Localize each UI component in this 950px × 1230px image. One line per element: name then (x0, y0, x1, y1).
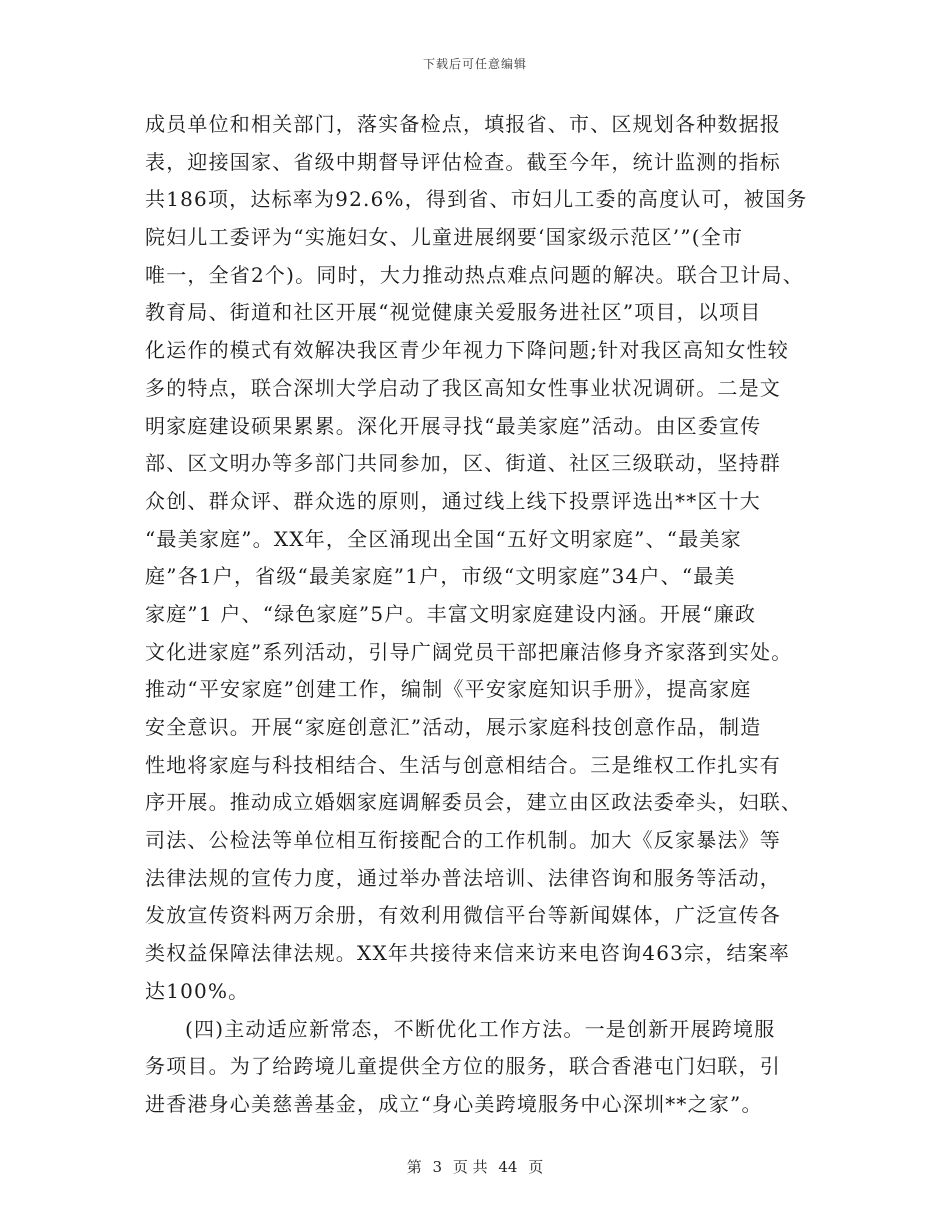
text-line: 院妇儿工委评为“实施妇女、儿童进展纲要‘国家级示范区’”(全市 (145, 225, 744, 250)
text-line: 明家庭建设硕果累累。深化开展寻找“最美家庭”活动。由区委宣传 (145, 413, 762, 438)
text-line: 化运作的模式有效解决我区青少年视力下降问题;针对我区高知女性较 (145, 338, 789, 363)
text-line: 安全意识。开展“家庭创意汇”活动，展示家庭科技创意作品，制造 (145, 715, 762, 739)
text-line: 性地将家庭与科技相结合、生活与创意相结合。三是维权工作扎实有 (145, 752, 781, 777)
text-line: 发放宣传资料两万余册，有效利用微信平台等新闻媒体，广泛宣传各 (145, 903, 781, 928)
paragraph-start-line: (四)主动适应新常态，不断优化工作方法。一是创新开展跨境服 (185, 1016, 776, 1041)
text-line: 部、区文明办等多部门共同参加，区、街道、社区三级联动，坚持群 (145, 451, 781, 476)
text-line: 类权益保障法律法规。XX年共接待来信来访来电咨询463宗，结案率 (145, 941, 791, 966)
text-line: 司法、公检法等单位相互衔接配合的工作机制。加大《反家暴法》等 (145, 828, 781, 853)
text-line: 法律法规的宣传力度，通过举办普法培训、法律咨询和服务等活动， (145, 865, 781, 890)
text-line: 教育局、街道和社区开展“视觉健康关爱服务进社区”项目，以项目 (145, 300, 762, 325)
text-line: 唯一，全省2个)。同时，大力推动热点难点问题的解决。联合卫计局、 (145, 262, 804, 287)
text-line: 文化进家庭”系列活动，引导广阔党员干部把廉洁修身齐家落到实处。 (145, 639, 793, 664)
current-page-number: 3 (432, 1158, 443, 1176)
text-line: 庭”各1户，省级“最美家庭”1户，市级“文明家庭”34户、“最美 (145, 564, 736, 589)
text-line: 进香港身心美慈善基金，成立“身心美跨境服务中心深圳**之家”。 (145, 1091, 763, 1116)
footer-prefix: 第 (406, 1158, 422, 1176)
footer-suffix: 页 (528, 1158, 544, 1176)
text-line: 成员单位和相关部门，落实备检点，填报省、市、区规划各种数据报 (145, 112, 781, 136)
text-line: 达100%。 (145, 978, 250, 1003)
total-page-count: 44 (498, 1158, 518, 1176)
text-line: “最美家庭”。XX年，全区涌现出全国“五好文明家庭”、“最美家 (145, 526, 742, 551)
page-number-footer (0, 1156, 950, 1177)
text-line: 表，迎接国家、省级中期督导评估检查。截至今年，统计监测的指标 (145, 149, 781, 174)
text-line: 家庭”1 户、“绿色家庭”5户。丰富文明家庭建设内涵。开展“廉政 (145, 601, 757, 626)
footer-middle: 页 共 (452, 1158, 488, 1176)
text-line: 序开展。推动成立婚姻家庭调解委员会，建立由区政法委牵头，妇联、 (145, 790, 803, 815)
text-line: 共186项，达标率为92.6%，得到省、市妇儿工委的高度认可，被国务 (145, 187, 808, 212)
page-header: 下载后可任意编辑 (422, 57, 527, 71)
text-line: 推动“平安家庭”创建工作，编制《平安家庭知识手册》，提高家庭 (145, 677, 752, 702)
text-line: 多的特点，联合深圳大学启动了我区高知女性事业状况调研。二是文 (145, 375, 781, 400)
text-line: 务项目。为了给跨境儿童提供全方位的服务，联合香港屯门妇联，引 (145, 1054, 781, 1079)
document-body (145, 106, 815, 1124)
text-line: 众创、群众评、群众选的原则，通过线上线下投票评选出**区十大 (145, 488, 761, 513)
